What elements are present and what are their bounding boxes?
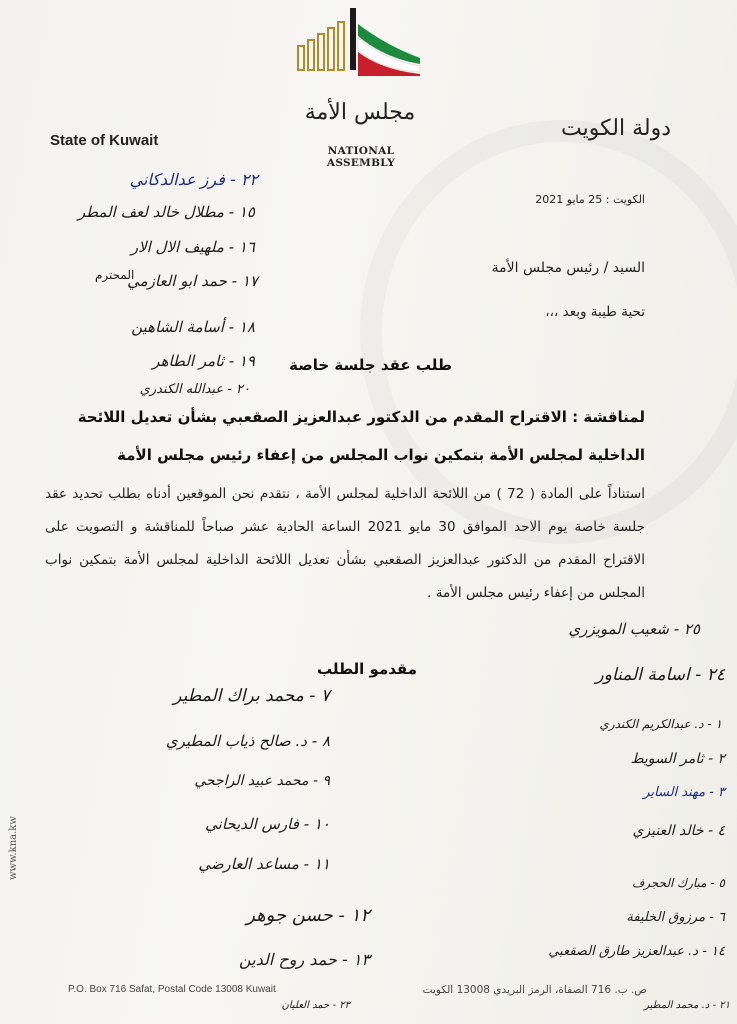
handwritten-signer-line: ٢٣ - حمد العليان: [281, 1000, 350, 1011]
handwritten-signer-line: ٩ - محمد عبيد الراجحي: [194, 773, 330, 789]
handwritten-signer-line: ٢٠ - عبدالله الكندري: [139, 382, 250, 397]
subject-block: [45, 398, 645, 474]
handwritten-signer-line: ٣ - مهند الساير: [643, 785, 725, 800]
footer-address-english: P.O. Box 716 Safat, Postal Code 13008 Kuwait: [68, 984, 276, 995]
handwritten-signer-line: ١٦ - ملهيف الال الار: [130, 238, 255, 256]
handwritten-signer-line: ٧ - محمد براك المطير: [173, 686, 330, 706]
handwritten-signer-line: ٤ - خالد العنيزي: [632, 823, 725, 839]
subject-line-1: [45, 398, 645, 436]
letter-addressee: السيد / رئيس مجلس الأمة: [491, 260, 645, 276]
state-name-english: State of Kuwait: [50, 132, 159, 149]
handwritten-signer-line: ١١ - مساعد العارضي: [198, 855, 330, 873]
website-url: www.kna.kw: [8, 816, 19, 880]
handwritten-signer-line: ١٤ - د. عبدالعزيز طارق الصقعبي: [548, 944, 725, 959]
state-name-arabic: دولة الكويت: [561, 116, 671, 141]
assembly-name-arabic: مجلس الأمة: [304, 100, 416, 125]
request-title: طلب عقد جلسة خاصة: [289, 356, 452, 374]
handwritten-signer-line: ٥ - مبارك الحجرف: [631, 876, 725, 890]
addressee-honorific: المحترم: [95, 268, 135, 282]
letter-greeting: تحية طيبة وبعد ،،،: [545, 304, 645, 320]
subject-label: لمناقشة :: [572, 408, 645, 426]
handwritten-signer-line: ١٥ - مطلال خالد لعف المطر: [77, 203, 255, 221]
letter-body: استناداً على المادة ( 72 ) من اللائحة الداخلية لمجلس الأمة ، نتقدم نحن الموقعين أدناه بطلب تحديد عقد جلسة خاصة يوم الاحد الموافق 30 مايو 2021 الساعة الحادية عشر صباحاً للمناقشة و التصويت على الاقتراح المقدم من الدكتور عبدالعزيز الصقعبي بشأن تعديل اللائحة الداخلية لمجلس الأمة بتمكين نواب المجلس من إعفاء رئيس مجلس الأمة .: [45, 486, 645, 601]
handwritten-signer-line: ١٨ - أسامة الشاهين: [131, 318, 255, 336]
subject-line-2: الداخلية لمجلس الأمة بتمكين نواب المجلس من إعفاء رئيس مجلس الأمة: [117, 446, 645, 464]
handwritten-signer-line: ١٢ - حسن جوهر: [246, 905, 370, 926]
handwritten-signer-line: ١٣ - حمد روح الدين: [239, 950, 370, 969]
subject-text-1: الاقتراح المقدم من الدكتور عبدالعزيز الصقعبي بشأن تعديل اللائحة: [77, 408, 567, 426]
handwritten-signer-line: ٢٥ - شعيب المويزري: [568, 620, 700, 638]
footer-address-arabic: ص. ب. 716 الصفاة، الرمز البريدي 13008 الكويت: [422, 984, 647, 996]
handwritten-signer-line: ٢٢ - فرز عدالدكاني: [129, 170, 258, 189]
handwritten-signer-line: ٢٤ - اسامة المناور: [595, 665, 725, 685]
letter-date: الكويت : 25 مايو 2021: [535, 193, 645, 206]
handwritten-signer-line: ٢ - ثامر السويط: [630, 751, 725, 767]
handwritten-signer-line: ٨ - د. صالح ذياب المطيري: [165, 732, 330, 750]
logo-pillars: [298, 22, 344, 70]
handwritten-signer-line: ١٠ - فارس الديحاني: [205, 815, 330, 833]
handwritten-signer-line: ١٩ - ثامر الطاهر: [152, 352, 255, 370]
handwritten-signer-line: ٦ - مرزوق الخليفة: [626, 910, 725, 925]
national-assembly-logo: [292, 6, 422, 76]
handwritten-signer-line: ١٧ - حمد ابو العازمي: [127, 272, 258, 290]
signers-heading: مقدمو الطلب: [316, 660, 417, 678]
handwritten-signer-line: ١ - د. عبدالكريم الكندري: [599, 717, 722, 731]
assembly-name-english: NATIONAL ASSEMBLY: [326, 145, 396, 169]
handwritten-signer-line: ٢١ - د. محمد المطير: [644, 1000, 730, 1011]
